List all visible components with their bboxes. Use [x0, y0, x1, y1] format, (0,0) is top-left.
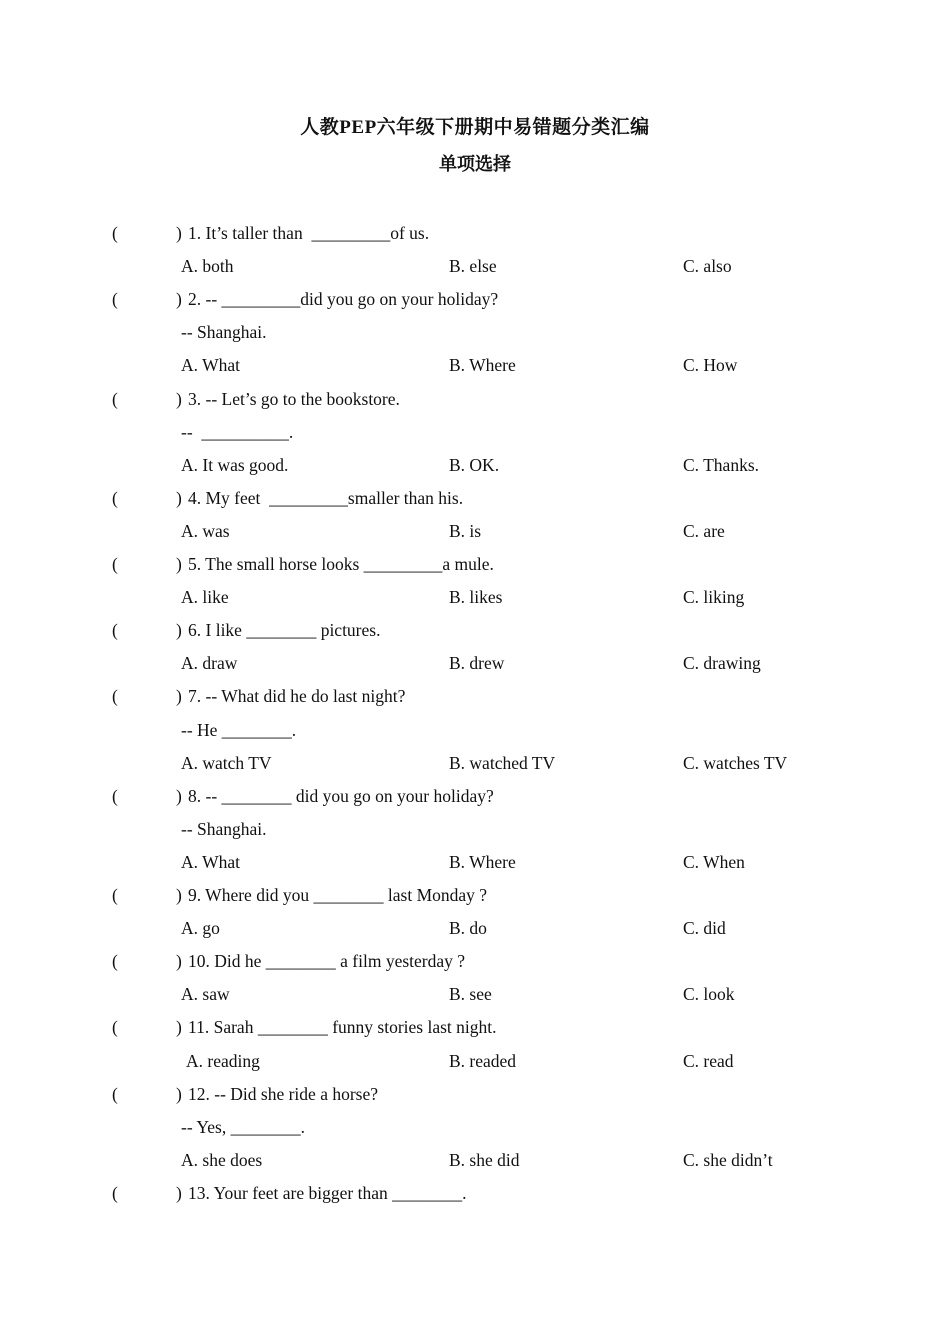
- answer-paren-open: (: [112, 951, 118, 972]
- question-stem: 6. I like ________ pictures.: [188, 620, 381, 641]
- option-a: A. like: [181, 587, 229, 608]
- option-c: C. When: [683, 851, 745, 872]
- option-c: C. watches TV: [683, 752, 788, 773]
- answer-paren-open: (: [112, 487, 118, 508]
- option-c: C. liking: [683, 587, 745, 608]
- option-b: B. Where: [449, 851, 516, 872]
- question-stem: 4. My feet _________smaller than his.: [188, 487, 464, 508]
- question-continuation: -- Yes, ________.: [181, 1116, 305, 1137]
- answer-paren-open: (: [112, 388, 118, 409]
- answer-paren-close: ): [176, 951, 182, 972]
- option-b: B. see: [449, 984, 492, 1005]
- option-b: B. Where: [449, 355, 516, 376]
- question-stem: 9. Where did you ________ last Monday ?: [188, 885, 488, 905]
- question-continuation: -- Shanghai.: [181, 818, 267, 839]
- answer-paren-open: (: [112, 1083, 118, 1104]
- option-c: C. are: [683, 520, 725, 541]
- option-c: C. drawing: [683, 653, 761, 674]
- option-b: B. OK.: [449, 454, 500, 475]
- question-stem: 3. -- Let’s go to the bookstore.: [188, 388, 400, 409]
- option-b: B. she did: [449, 1149, 520, 1170]
- answer-paren-open: (: [112, 785, 118, 806]
- option-a: A. go: [181, 918, 220, 939]
- answer-paren-close: ): [176, 289, 182, 310]
- option-a: A. she does: [181, 1149, 263, 1170]
- answer-paren-open: (: [112, 223, 118, 243]
- option-b: B. likes: [449, 587, 503, 608]
- option-b: B. drew: [449, 653, 505, 674]
- answer-paren-open: (: [112, 1017, 118, 1038]
- answer-paren-open: (: [112, 1182, 118, 1203]
- question-stem: 5. The small horse looks _________a mule.: [188, 554, 494, 574]
- answer-paren-close: ): [176, 487, 182, 508]
- answer-paren-open: (: [112, 554, 118, 574]
- option-a: A. What: [181, 851, 240, 872]
- question-stem: 2. -- _________did you go on your holiday?: [188, 289, 499, 310]
- answer-paren-close: ): [176, 885, 182, 905]
- option-a: A. was: [181, 520, 230, 541]
- answer-paren-open: (: [112, 289, 118, 310]
- option-a: A. What: [181, 355, 240, 376]
- question-continuation: -- Shanghai.: [181, 322, 267, 343]
- option-c: C. also: [683, 256, 732, 277]
- answer-paren-open: (: [112, 885, 118, 905]
- document-title: 人教PEP六年级下册期中易错题分类汇编: [300, 117, 650, 138]
- answer-paren-close: ): [176, 223, 182, 243]
- option-c: C. read: [683, 1050, 734, 1071]
- option-c: C. she didn’t: [683, 1149, 773, 1170]
- option-a: A. saw: [181, 984, 230, 1005]
- answer-paren-close: ): [176, 620, 182, 641]
- option-a: A. draw: [181, 653, 238, 674]
- answer-paren-close: ): [176, 785, 182, 806]
- option-b: B. readed: [449, 1050, 517, 1071]
- answer-paren-close: ): [176, 1083, 182, 1104]
- option-c: C. Thanks.: [683, 454, 759, 475]
- answer-paren-close: ): [176, 1182, 182, 1203]
- option-c: C. look: [683, 984, 735, 1005]
- option-b: B. do: [449, 918, 487, 939]
- answer-paren-close: ): [176, 388, 182, 409]
- question-continuation: -- He ________.: [181, 719, 297, 740]
- option-c: C. did: [683, 918, 726, 939]
- question-stem: 8. -- ________ did you go on your holiday?: [188, 785, 494, 806]
- option-b: B. watched TV: [449, 752, 556, 773]
- section-heading: 单项选择: [439, 154, 511, 174]
- option-a: A. watch TV: [181, 752, 272, 773]
- answer-paren-open: (: [112, 686, 118, 707]
- question-stem: 11. Sarah ________ funny stories last night.: [188, 1017, 497, 1038]
- option-a: A. reading: [186, 1050, 260, 1071]
- option-b: B. is: [449, 520, 482, 541]
- answer-paren-close: ): [176, 554, 182, 574]
- question-stem: 13. Your feet are bigger than ________.: [188, 1182, 467, 1203]
- question-stem: 7. -- What did he do last night?: [188, 686, 406, 707]
- question-stem: 10. Did he ________ a film yesterday ?: [188, 951, 466, 972]
- option-c: C. How: [683, 355, 738, 376]
- question-stem: 1. It’s taller than _________of us.: [188, 223, 430, 243]
- option-b: B. else: [449, 256, 497, 277]
- answer-paren-close: ): [176, 1017, 182, 1038]
- question-stem: 12. -- Did she ride a horse?: [188, 1083, 379, 1104]
- option-a: A. both: [181, 256, 234, 277]
- answer-paren-open: (: [112, 620, 118, 641]
- question-continuation: -- __________.: [181, 421, 294, 442]
- option-a: A. It was good.: [181, 454, 289, 475]
- answer-paren-close: ): [176, 686, 182, 707]
